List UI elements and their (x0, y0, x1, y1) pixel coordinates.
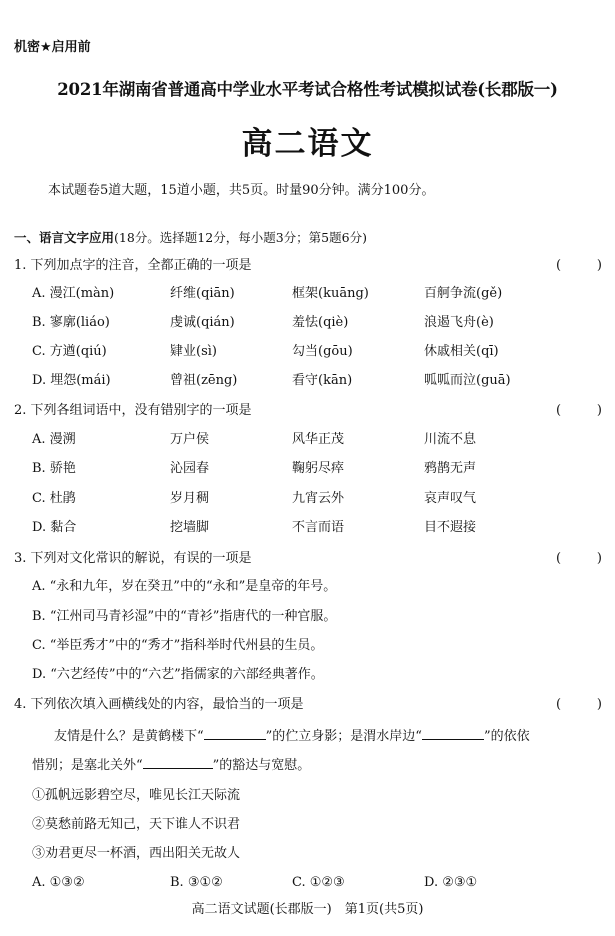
option-row (0, 311, 615, 335)
question-stem: 4. 下列依次填入画横线处的内容，最恰当的一项是 (14, 697, 304, 712)
fill-blank-passage-line-2: 惜别；是塞北关外“ ”的豁达与宽慰。 (32, 754, 310, 778)
option-cell: 挖墙脚 (170, 520, 210, 535)
question-1-stem-row (0, 254, 615, 278)
option-cell: 框架(kuāng) (292, 286, 369, 301)
subject-title: 高二语文 (241, 126, 374, 162)
option-cell: 曾祖(zēng) (170, 373, 238, 388)
option-cell: 羞怯(qiè) (292, 315, 349, 330)
option-cell: 万户侯 (170, 432, 210, 447)
question-2-stem-row (0, 399, 615, 423)
section-detail: (18分。选择题12分，每小题3分；第5题6分) (114, 230, 367, 245)
option-cell: 川流不息 (424, 432, 477, 447)
option-text: C. “举臣秀才”中的“秀才”指科举时代州县的生员。 (32, 638, 324, 653)
exam-title: 2021年湖南省普通高中学业水平考试合格性考试模拟试卷(长郡版一) (57, 80, 558, 99)
poem-line: ②莫愁前路无知己，天下谁人不识君 (32, 817, 241, 832)
option-cell: 百舸争流(gě) (424, 286, 503, 301)
question-stem: 1. 下列加点字的注音，全都正确的一项是 (14, 258, 252, 273)
poem-line: ①孤帆远影碧空尽，唯见长江天际流 (32, 788, 241, 803)
option-cell: 鞠躬尽瘁 (292, 461, 345, 476)
option-cell: 鸦鹊无声 (424, 461, 477, 476)
option-cell: D. 黏合 (32, 520, 77, 535)
option-cell: 哀声叹气 (424, 491, 477, 506)
option-cell: 勾当(gōu) (292, 344, 353, 359)
option-cell: D. 埋怨(mái) (32, 373, 111, 388)
option-row (0, 369, 615, 393)
option-row (0, 457, 615, 481)
option-cell: C. 杜鹃 (32, 491, 76, 506)
poem-line: ③劝君更尽一杯酒，西出阳关无故人 (32, 846, 241, 861)
option-row (0, 487, 615, 511)
fill-blank-passage-line-1: 友情是什么？是黄鹤楼下“ ”的伫立身影；是渭水岸边“ ”的依依 (54, 725, 530, 749)
option-cell: 九宵云外 (292, 491, 345, 506)
answer-paren: ( ) (556, 403, 602, 418)
option-text: D. “六艺经传”中的“六艺”指儒家的六部经典著作。 (32, 667, 324, 682)
question-stem: 3. 下列对文化常识的解说，有误的一项是 (14, 551, 252, 566)
option-text: A. “永和九年，岁在癸丑”中的“永和”是皇帝的年号。 (32, 579, 337, 594)
section-heading (14, 228, 367, 246)
option-cell: 岁月稠 (170, 491, 210, 506)
blank-line (204, 725, 266, 740)
option-cell: 纤维(qiān) (170, 286, 235, 301)
question-4-stem-row (0, 693, 615, 717)
option-cell: A. 漫江(màn) (32, 286, 115, 301)
option-cell: A. 漫溯 (32, 432, 76, 447)
option-cell: C. 方遒(qiú) (32, 344, 107, 359)
option-row (0, 634, 615, 658)
option-row (0, 340, 615, 364)
option-cell: 目不遐接 (424, 520, 477, 535)
answer-option: D. ②③① (424, 875, 478, 890)
answer-paren: ( ) (556, 258, 602, 273)
option-cell: B. 寥廓(liáo) (32, 315, 110, 330)
exam-instructions: 本试题卷5道大题，15道小题，共5页。时量90分钟。满分100分。 (48, 183, 435, 198)
confidential-mark: 机密★启用前 (14, 40, 91, 55)
blank-line (143, 754, 213, 769)
answer-option: B. ③①② (170, 875, 223, 890)
option-cell: 肄业(sì) (170, 344, 217, 359)
option-cell: 不言而语 (292, 520, 345, 535)
option-cell: 看守(kān) (292, 373, 353, 388)
option-cell: 浪遏飞舟(è) (424, 315, 494, 330)
option-cell: 休戚相关(qī) (424, 344, 499, 359)
option-row (0, 575, 615, 599)
option-row (0, 428, 615, 452)
section-title: 一、语言文字应用 (14, 230, 115, 245)
answer-option: C. ①②③ (292, 875, 345, 890)
option-cell: 呱呱而泣(guā) (424, 373, 511, 388)
answer-row (0, 871, 615, 895)
answer-paren: ( ) (556, 551, 602, 566)
answer-option: A. ①③② (32, 875, 85, 890)
question-stem: 2. 下列各组词语中，没有错别字的一项是 (14, 403, 252, 418)
option-text: B. “江州司马青衫湿”中的“青衫”指唐代的一种官服。 (32, 609, 337, 624)
answer-paren: ( ) (556, 697, 602, 712)
option-row (0, 663, 615, 687)
option-row (0, 605, 615, 629)
option-cell: 沁园春 (170, 461, 210, 476)
option-cell: 虔诚(qián) (170, 315, 235, 330)
option-cell: 风华正茂 (292, 432, 345, 447)
question-3-stem-row (0, 547, 615, 571)
page-footer: 高二语文试题(长郡版一) 第1页(共5页) (191, 902, 424, 917)
option-cell: B. 骄艳 (32, 461, 76, 476)
option-row (0, 516, 615, 540)
option-row (0, 282, 615, 306)
blank-line (422, 725, 484, 740)
